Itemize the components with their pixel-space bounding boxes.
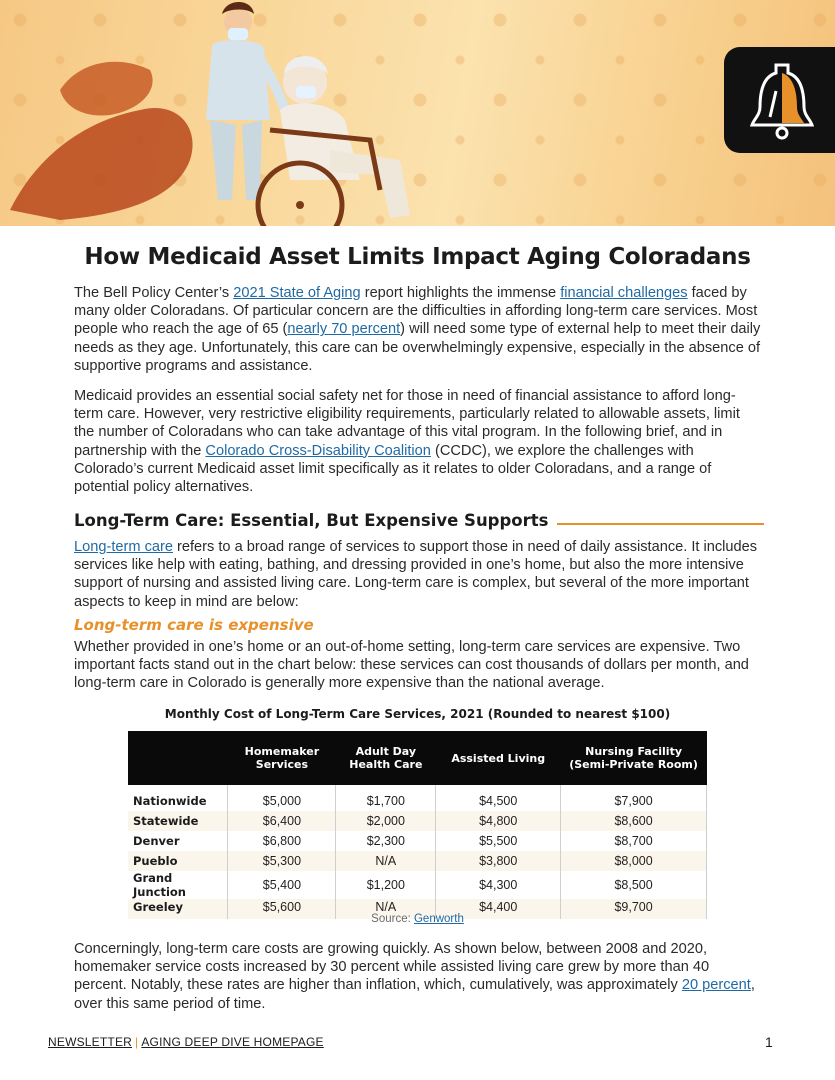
page-number: 1 — [765, 1034, 773, 1050]
text-span: Concerningly, long-term care costs are growing quickly. As shown below, between 2008 and 2020, homemaker service costs increased by 30 percent while assisted living care grew by more than 40 percent. Notably, these rates are higher than inflation, which, cumulatively, was approximately — [74, 941, 710, 994]
table-cell: $4,800 — [436, 811, 561, 831]
table-row-label: Nationwide — [128, 785, 228, 811]
section-heading — [74, 511, 764, 530]
table-cell: $5,400 — [228, 871, 336, 899]
page-title: How Medicaid Asset Limits Impact Aging Coloradans — [84, 244, 751, 270]
table-cell: $1,700 — [336, 785, 436, 811]
table-row-label: Pueblo — [128, 851, 228, 871]
table-header-cell: Adult Day Health Care — [336, 731, 436, 785]
table-header-corner — [128, 731, 228, 785]
text-span: Medicaid provides an essential social safety net for those in need of financial assistance to afford long-term care. However, very restrictive eligibility requirements, particularly related to allowable assets, limit the number of Coloradans who can take advantage of this vital program. In the following brief, and in partnership with the — [74, 388, 740, 459]
table-row — [128, 831, 707, 851]
text-span: faced by many older Coloradans. Of particular concern are the difficulties in affording long-term care services. Most people who reach the age of 65 ( — [74, 285, 758, 338]
expensive-paragraph: Whether provided in one’s home or an out-of-home setting, long-term care services are expensive. Two important facts stand out in the chart below: these services can cost thousands of dollars per month, and long-term care in Colorado is generally more expensive than the national average. — [74, 639, 749, 692]
bell-icon — [750, 61, 814, 141]
state-of-aging-link[interactable]: 2021 State of Aging — [233, 285, 361, 301]
table-row — [128, 871, 707, 899]
table-row — [128, 811, 707, 831]
table-cell: $6,800 — [228, 831, 336, 851]
footer-separator: | — [135, 1035, 139, 1049]
section-heading-rule — [557, 523, 765, 525]
nearly-70-percent-link[interactable]: nearly 70 percent — [287, 321, 401, 338]
table-cell: $8,600 — [561, 811, 707, 831]
subheading-expensive: Long-term care is expensive — [74, 616, 314, 634]
table-row — [128, 851, 707, 871]
table-header-cell: Assisted Living — [436, 731, 561, 785]
table-cell: $7,900 — [561, 785, 707, 811]
twenty-percent-link[interactable]: 20 percent — [681, 977, 751, 994]
financial-challenges-link[interactable]: financial challenges — [560, 285, 688, 301]
table-cell: $4,300 — [436, 871, 561, 899]
long-term-care-paragraph — [74, 538, 764, 611]
bell-logo-badge — [724, 47, 835, 153]
text-span: report highlights the immense — [360, 285, 561, 301]
table-caption: Monthly Cost of Long-Term Care Services, 2021 (Rounded to nearest $100) — [164, 707, 671, 721]
text-span: refers to a broad range of services to support those in need of daily assistance. It includes services like help with eating, bathing, and dressing provided in one’s home, but also the more intensive support of nursing and assisted living care. Long-term care is complex, but several of the more important aspects to keep in mind are below: — [74, 539, 758, 610]
table-cell: $1,200 — [336, 871, 436, 899]
text-span: The Bell Policy Center’s — [74, 285, 234, 301]
table-row-label: Denver — [128, 831, 228, 851]
table-header-cell: Homemaker Services — [228, 731, 336, 785]
table-cell: $2,300 — [336, 831, 436, 851]
table-cell: $4,500 — [436, 785, 561, 811]
intro-paragraph-1 — [74, 284, 764, 375]
table-cell: $5,300 — [228, 851, 336, 871]
table-cell: $9,700 — [561, 899, 707, 919]
footer-nav — [48, 1035, 324, 1049]
table-cell: $5,600 — [228, 899, 336, 919]
growth-paragraph — [74, 940, 764, 1013]
section-heading-text: Long-Term Care: Essential, But Expensive Supports — [74, 511, 549, 530]
table-cell: $3,800 — [436, 851, 561, 871]
table-cell: $4,400 — [436, 899, 561, 919]
long-term-care-link[interactable]: Long-term care — [74, 539, 173, 555]
table-cell: N/A — [336, 899, 436, 919]
aging-deep-dive-homepage-link[interactable]: AGING DEEP DIVE HOMEPAGE — [141, 1035, 324, 1049]
table-cell: $8,700 — [561, 831, 707, 851]
source-label: Source: — [371, 913, 414, 925]
hero-banner — [0, 0, 835, 226]
newsletter-link[interactable]: NEWSLETTER — [48, 1035, 133, 1049]
table-row — [128, 785, 707, 811]
cost-table — [128, 731, 707, 919]
table-cell: N/A — [336, 851, 436, 871]
genworth-link[interactable]: Genworth — [413, 913, 464, 925]
table-cell: $8,500 — [561, 871, 707, 899]
table-row-label: Greeley — [128, 899, 228, 919]
table-cell: $2,000 — [336, 811, 436, 831]
table-cell: $6,400 — [228, 811, 336, 831]
table-row-label: Grand Junction — [128, 871, 228, 899]
intro-paragraph-2 — [74, 387, 764, 496]
text-span: (CCDC), we explore the challenges with Colorado’s current Medicaid asset limit specifically as it relates to older Coloradans, and a range of potential policy alternatives. — [74, 442, 712, 496]
table-cell: $8,000 — [561, 851, 707, 871]
text-span: , over this same period of time. — [74, 977, 755, 1012]
table-source — [0, 913, 835, 925]
table-row-label: Statewide — [128, 811, 228, 831]
text-span: ) will need some type of external help to meet their daily needs as they age. Unfortunately, this care can be overwhelmingly expensive, especially in the absence of supportive programs and assistance. — [74, 321, 761, 374]
table-header-cell: Nursing Facility (Semi-Private Room) — [561, 731, 707, 785]
table-cell: $5,500 — [436, 831, 561, 851]
ccdc-link[interactable]: Colorado Cross-Disability Coalition — [205, 442, 431, 459]
caregiver-wheelchair-illustration — [0, 0, 835, 226]
table-cell: $5,000 — [228, 785, 336, 811]
table-header-row — [128, 731, 707, 785]
